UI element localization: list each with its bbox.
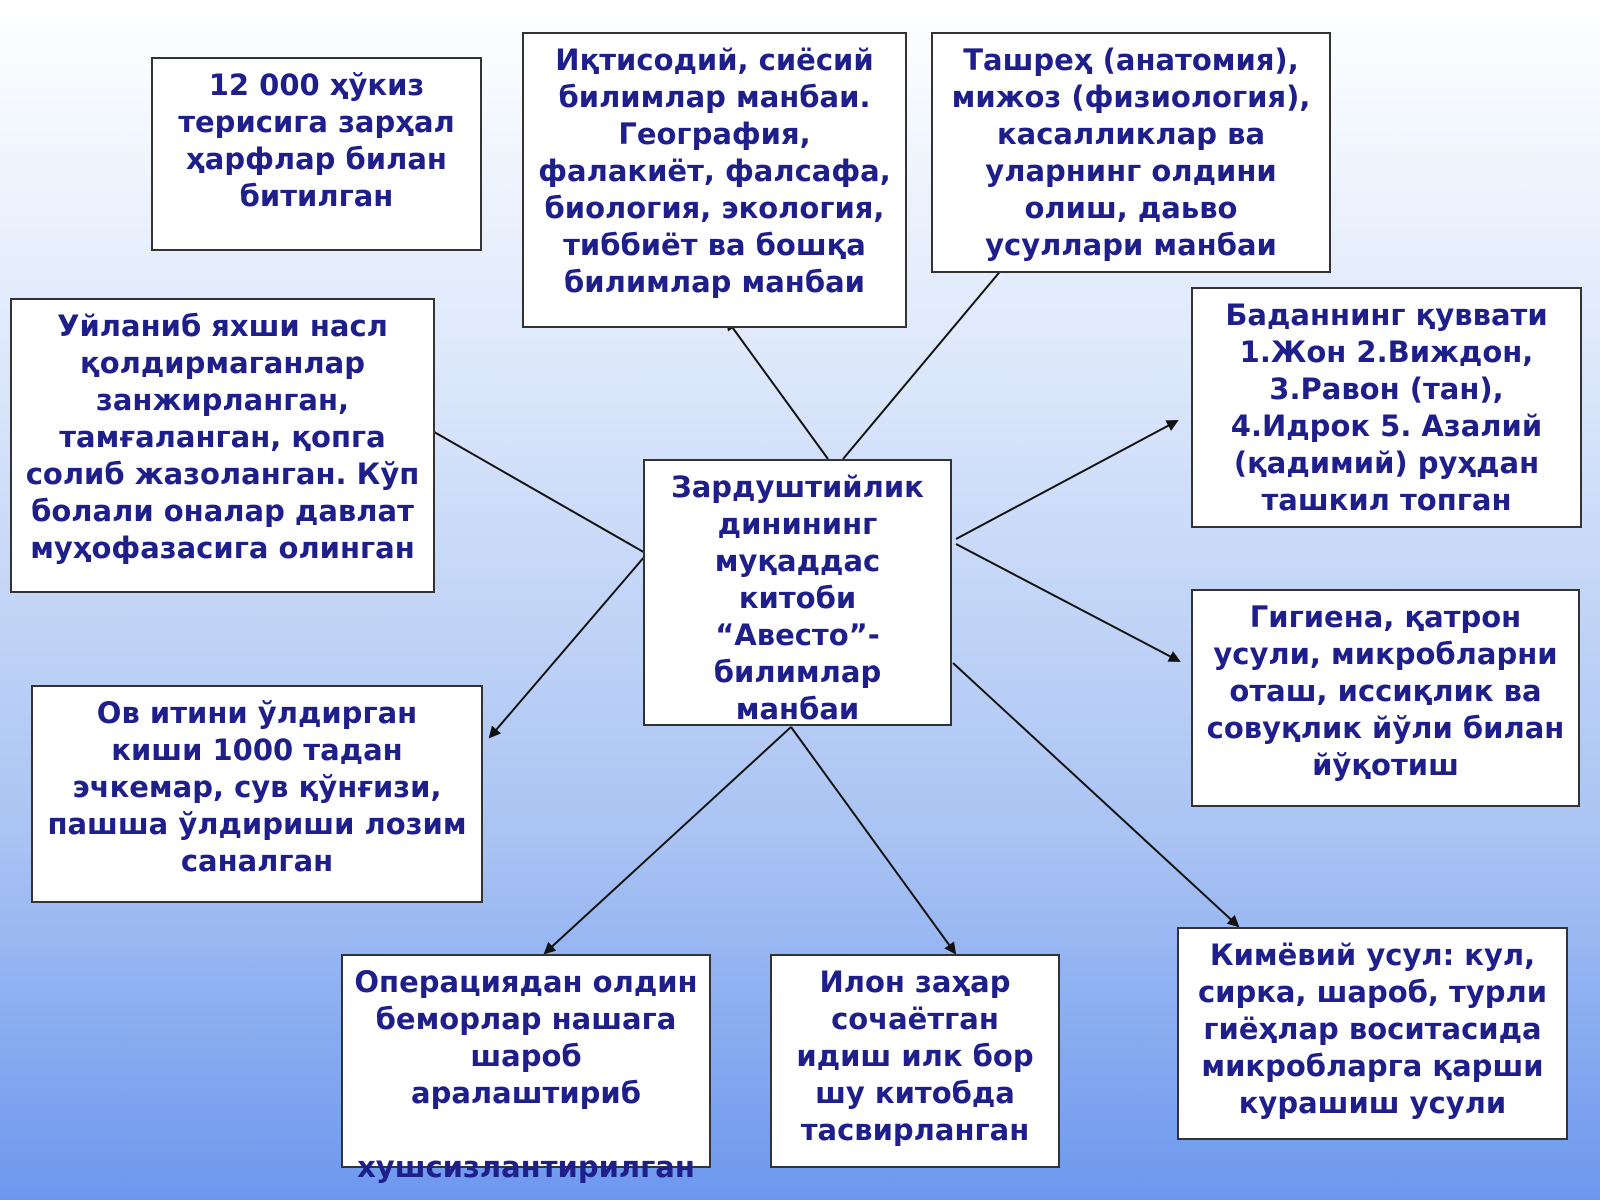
arrow-to-hygiene xyxy=(956,544,1179,661)
box-marriage-text: Уйланиб яхши насл қолдирмаганлар занжирланган, тамғаланган, қопга солиб жазоланган. Кўп болали оналар давлат муҳофазасига олинган xyxy=(25,309,420,565)
box-snake xyxy=(770,954,1060,1168)
box-hides-text: 12 000 ҳўкиз терисига зарҳал ҳарфлар билан битилган xyxy=(178,68,455,213)
arrow-to-dog xyxy=(490,556,645,737)
box-body-power-text: Баданнинг қуввати 1.Жон 2.Виждон, 3.Равон (тан), 4.Идрок 5. Азалий (қадимий) руҳдан ташкил топган xyxy=(1225,298,1548,517)
arrow-to-body-power xyxy=(956,421,1177,539)
box-hygiene-text: Гигиена, қатрон усули, микробларни оташ, иссиқлик ва совуқлик йўли билан йўқотиш xyxy=(1206,600,1565,782)
box-economics xyxy=(522,32,907,328)
box-anatomy-text: Ташреҳ (анатомия), мижоз (физиология), касалликлар ва уларнинг олдини олиш, даьво усуллари манбаи xyxy=(951,43,1311,262)
box-anatomy xyxy=(931,32,1331,273)
box-operation xyxy=(341,954,711,1184)
arrow-to-operation xyxy=(545,727,791,953)
box-center-text: Зардуштийлик динининг муқаддас китоби “Авесто”- билимлар манбаи xyxy=(671,470,924,726)
box-marriage xyxy=(10,298,435,593)
box-center-avesto xyxy=(643,459,952,726)
box-dog-text: Ов итини ўлдирган киши 1000 тадан эчкемар, сув қўнғизи, пашша ўлдириши лозим саналган xyxy=(47,696,467,878)
box-economics-text: Иқтисодий, сиёсий билимлар манбаи. География, фалакиёт, фалсафа, биология, экология, тиббиёт ва бошқа билимлар манбаи xyxy=(538,43,891,299)
arrow-to-snake xyxy=(791,727,955,953)
box-chemical-text: Кимёвий усул: кул, сирка, шароб, турли гиёҳлар воситасида микробларга қарши курашиш усули xyxy=(1197,938,1548,1120)
box-hides xyxy=(151,57,482,251)
box-snake-text: Илон заҳар сочаётган идиш илк бор шу китобда тасвирланган xyxy=(796,965,1034,1147)
box-hygiene xyxy=(1191,589,1580,807)
box-body-power xyxy=(1191,287,1582,528)
box-dog xyxy=(31,685,483,903)
box-operation-text: Операциядан олдин беморлар нашага шароб аралаштириб хушсизлантирилган xyxy=(354,965,698,1184)
arrow-to-economics xyxy=(727,320,828,459)
box-chemical xyxy=(1177,927,1568,1140)
arrow-to-marriage xyxy=(415,421,647,554)
